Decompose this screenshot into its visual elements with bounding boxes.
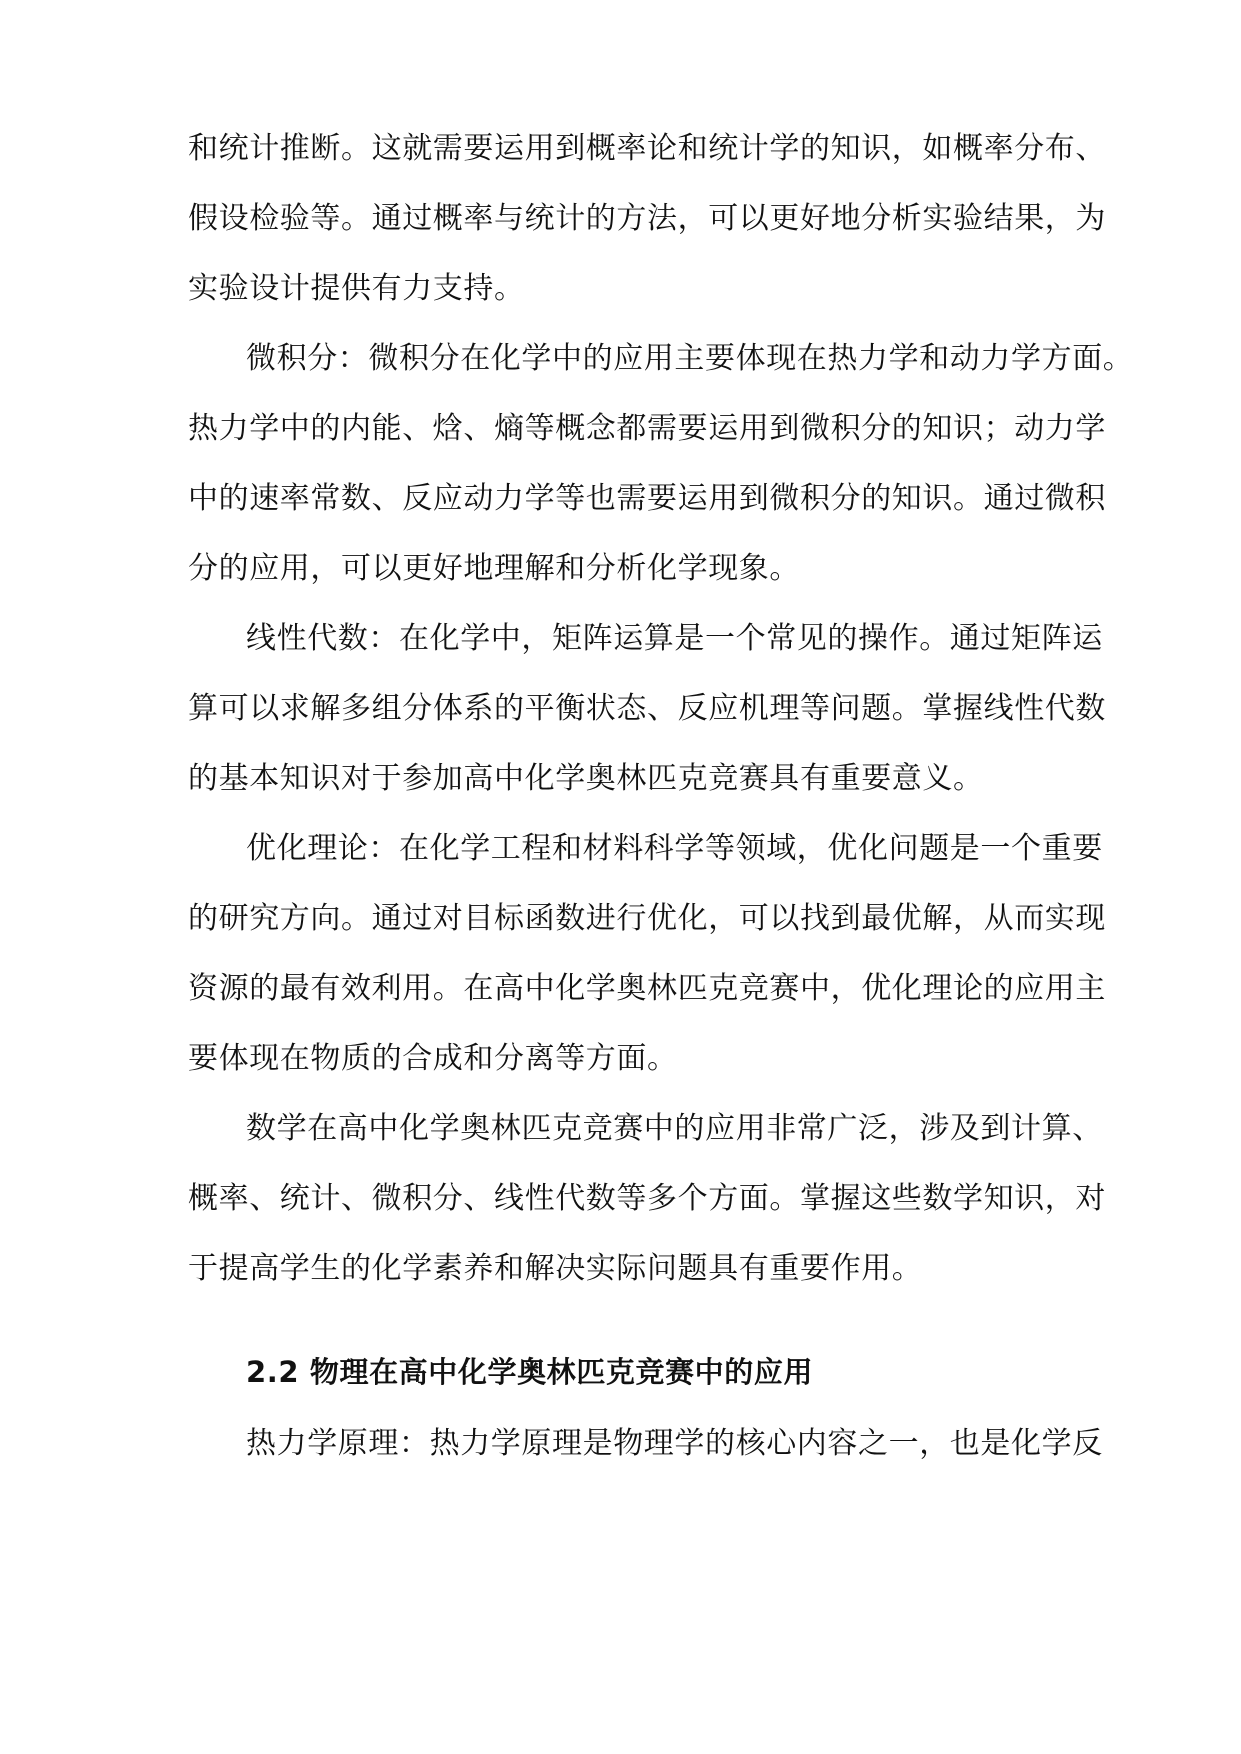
paragraph-line: 要体现在物质的合成和分离等方面。 — [188, 1041, 678, 1076]
paragraph-line: 线性代数：在化学中，矩阵运算是一个常见的操作。通过矩阵运 — [246, 621, 1103, 656]
paragraph-line: 的研究方向。通过对目标函数进行优化，可以找到最优解，从而实现 — [188, 901, 1106, 936]
paragraph-line: 于提高学生的化学素养和解决实际问题具有重要作用。 — [188, 1251, 923, 1286]
paragraph-line: 优化理论：在化学工程和材料科学等领域，优化问题是一个重要 — [246, 831, 1103, 866]
paragraph-line: 热力学中的内能、焓、熵等概念都需要运用到微积分的知识；动力学 — [188, 411, 1106, 446]
paragraph-line: 假设检验等。通过概率与统计的方法，可以更好地分析实验结果，为 — [188, 201, 1106, 236]
paragraph-line: 微积分：微积分在化学中的应用主要体现在热力学和动力学方面。 — [246, 341, 1134, 376]
paragraph-line: 算可以求解多组分体系的平衡状态、反应机理等问题。掌握线性代数 — [188, 691, 1106, 726]
paragraph-line: 实验设计提供有力支持。 — [188, 271, 525, 306]
paragraph-line: 热力学原理：热力学原理是物理学的核心内容之一，也是化学反 — [246, 1426, 1103, 1461]
paragraph-line: 的基本知识对于参加高中化学奥林匹克竞赛具有重要意义。 — [188, 761, 984, 796]
paragraph-line: 资源的最有效利用。在高中化学奥林匹克竞赛中，优化理论的应用主 — [188, 971, 1106, 1006]
paragraph-line: 概率、统计、微积分、线性代数等多个方面。掌握这些数学知识，对 — [188, 1181, 1106, 1216]
paragraph-line: 中的速率常数、反应动力学等也需要运用到微积分的知识。通过微积 — [188, 481, 1106, 516]
paragraph-line: 数学在高中化学奥林匹克竞赛中的应用非常广泛，涉及到计算、 — [246, 1111, 1103, 1146]
paragraph-line: 和统计推断。这就需要运用到概率论和统计学的知识，如概率分布、 — [188, 131, 1106, 166]
paragraph-line: 分的应用，可以更好地理解和分析化学现象。 — [188, 551, 800, 586]
section-heading: 2.2 物理在高中化学奥林匹克竞赛中的应用 — [246, 1355, 814, 1389]
